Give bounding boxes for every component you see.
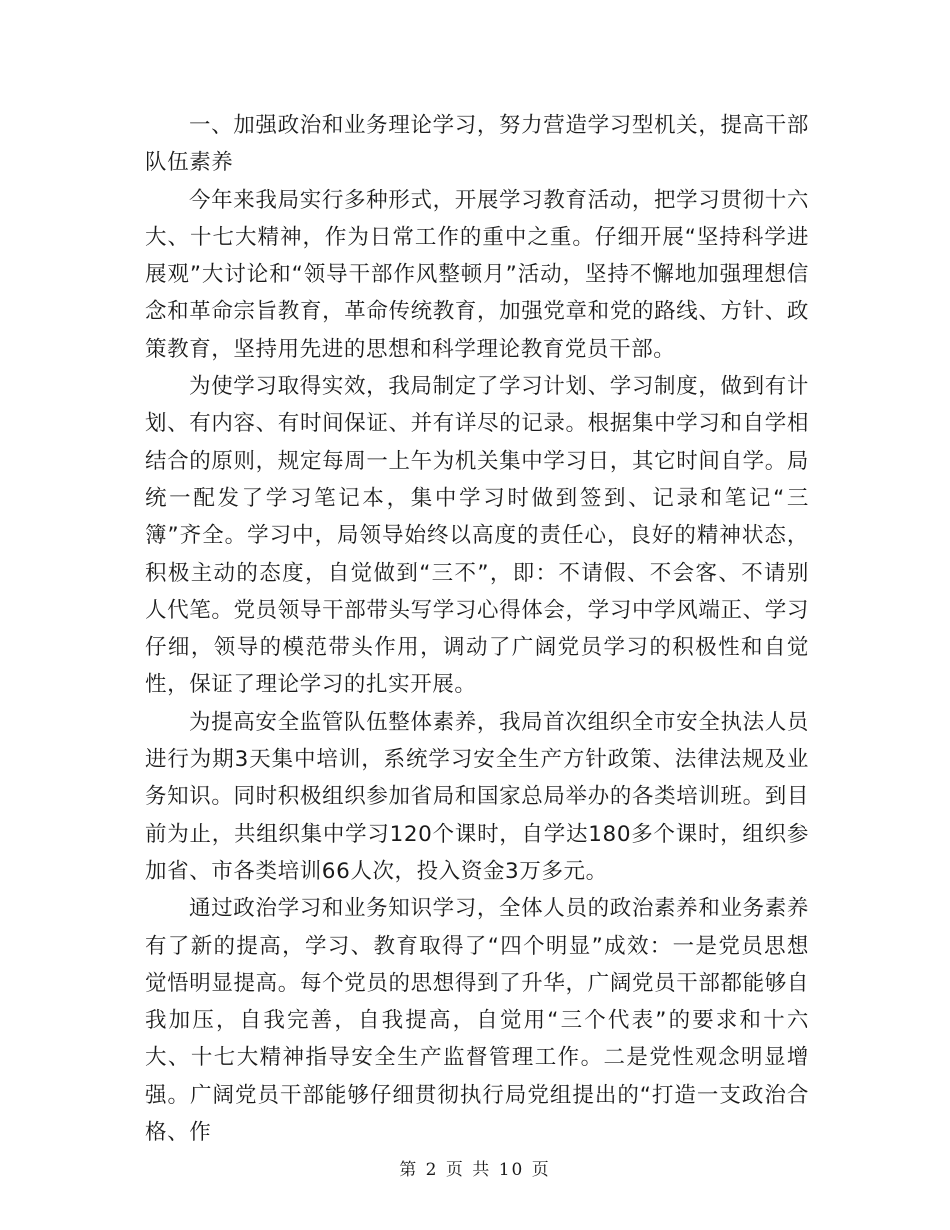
document-body (145, 107, 809, 1151)
page-number-footer: 第 2 页 共 10 页 (399, 1160, 551, 1180)
body-paragraph: 为使学习取得实效，我局制定了学习计划、学习制度，做到有计划、有内容、有时间保证、并有详尽的记录。根据集中学习和自学相结合的原则，规定每周一上午为机关集中学习日，其它时间自学。局统一配发了学习笔记本，集中学习时做到签到、记录和笔记“三簿”齐全。学习中，局领导始终以高度的责任心，良好的精神状态，积极主动的态度，自觉做到“三不”，即：不请假、不会客、不请别人代笔。党员领导干部带头写学习心得体会，学习中学风端正、学习仔细，领导的模范带头作用，调动了广阔党员学习的积极性和自觉性，保证了理论学习的扎实开展。 (145, 374, 809, 698)
section-heading-paragraph: 一、加强政治和业务理论学习，努力营造学习型机关，提高干部队伍素养 (145, 113, 809, 176)
body-paragraph: 通过政治学习和业务知识学习，全体人员的政治素养和业务素养有了新的提高，学习、教育取得了“四个明显”成效：一是党员思想觉悟明显提高。每个党员的思想得到了升华，广阔党员干部都能够自我加压，自我完善，自我提高，自觉用“三个代表”的要求和十六大、十七大精神指导安全生产监督管理工作。二是党性观念明显增强。广阔党员干部能够仔细贯彻执行局党组提出的“打造一支政治合格、作 (145, 896, 809, 1146)
body-paragraph: 为提高安全监管队伍整体素养，我局首次组织全市安全执法人员进行为期3天集中培训，系统学习安全生产方针政策、法律法规及业务知识。同时积极组织参加省局和国家总局举办的各类培训班。到目前为止，共组织集中学习120个课时，自学达180多个课时，组织参加省、市各类培训66人次，投入资金3万多元。 (145, 709, 809, 884)
body-paragraph: 今年来我局实行多种形式，开展学习教育活动，把学习贯彻十六大、十七大精神，作为日常工作的重中之重。仔细开展“坚持科学进展观”大讨论和“领导干部作风整顿月”活动，坚持不懈地加强理想信念和革命宗旨教育，革命传统教育，加强党章和党的路线、方针、政策教育，坚持用先进的思想和科学理论教育党员干部。 (145, 187, 809, 362)
